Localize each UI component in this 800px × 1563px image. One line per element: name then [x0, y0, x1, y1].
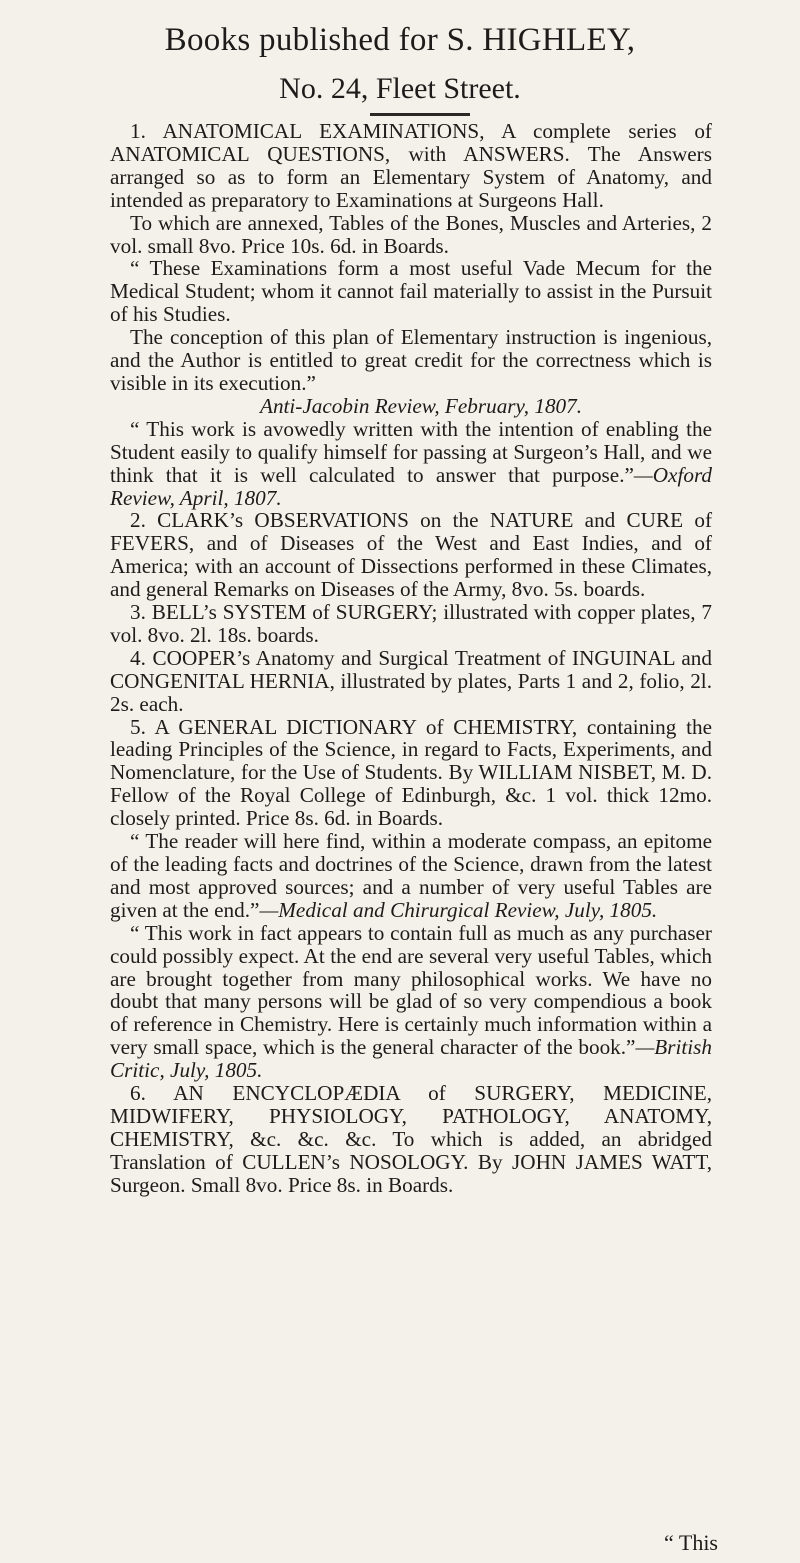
item-2-text: 2. CLARK’s OBSERVATIONS on the NATURE and CURE of FEVERS, and of Diseases of the West and East Indies, and of America; with an account of Dissections performed in these Climates, and general Remarks on Diseases of the Army, 8vo. 5s. boards.: [110, 508, 712, 602]
source-citation: —Medical and Chirurgical Review, July, 1805.: [259, 897, 658, 922]
item-1-review-1: “ These Examinations form a most useful Vade Mecum for the Medical Student; whom it cannot fail materially to assist in the Pursuit of his Studies.: [110, 256, 712, 327]
source-citation: —British Critic, July, 1805.: [110, 1035, 712, 1083]
source-citation: Anti-Jacobin Review, February, 1807.: [260, 393, 583, 418]
page-title: Books published for S. HIGHLEY,: [164, 22, 636, 58]
item-3-text: 3. BELL’s SYSTEM of SURGERY; illustrated with copper plates, 7 vol. 8vo. 2l. 18s. boards.: [110, 600, 712, 647]
item-5-review-2: [110, 922, 712, 1082]
item-1-extra: To which are annexed, Tables of the Bones, Muscles and Arteries, 2 vol. small 8vo. Price 10s. 6d. in Boards.: [110, 210, 712, 258]
item-5-text: 5. A GENERAL DICTIONARY of CHEMISTRY, containing the leading Principles of the Science, in regard to Facts, Experiments, and Nomenclature, for the Use of Students. By WILLIAM NISBET, M. D. Fellow of the Royal College of Edinburgh, &c. 1 vol. thick 12mo. closely printed. Price 8s. 6d. in Boards.: [110, 714, 712, 831]
item-4-text: 4. COOPER’s Anatomy and Surgical Treatment of INGUINAL and CONGENITAL HERNIA, illustrated by plates, Parts 1 and 2, folio, 2l. 2s. each.: [110, 645, 712, 716]
catchword: “ This: [664, 1530, 718, 1555]
catalogue-body: [110, 120, 712, 1197]
item-1-review-1b: The conception of this plan of Elementary instruction is ingenious, and the Author is entitled to great credit for the correctness which is visible in its execution.”: [110, 325, 712, 395]
item-1-text: 1. ANATOMICAL EXAMINATIONS, A complete series of ANATOMICAL QUESTIONS, with ANSWERS. The Answers arranged so as to form an Elementary System of Anatomy, and intended as preparatory to Examinations at Surgeons Hall.: [110, 119, 712, 212]
item-6-text: 6. AN ENCYCLOPÆDIA of SURGERY, MEDICINE, MIDWIFERY, PHYSIOLOGY, PATHOLOGY, ANATOMY, CHEMISTRY, &c. &c. &c. To which is added, an abridged Translation of CULLEN’s NOSOLOGY. By JOHN JAMES WATT, Surgeon. Small 8vo. Price 8s. in Boards.: [110, 1081, 712, 1197]
header-rule: [370, 113, 470, 116]
item-1-source-1: [110, 395, 712, 418]
review-text: “ This work is avowedly written with the intention of enabling the Student easily to qualify himself for passing at Surgeon’s Hall, and we think that it is well calculated to answer that purpose.”: [110, 416, 712, 487]
review-text: “ The reader will here find, within a moderate compass, an epitome of the leading facts and doctrines of the Science, drawn from the latest and most approved sources; and a number of very useful Tables are given at the end.”: [110, 829, 712, 922]
item-1-review-2: [110, 418, 712, 510]
page-subtitle: No. 24, Fleet Street.: [279, 72, 521, 105]
source-citation: —Oxford Review, April, 1807.: [110, 462, 712, 510]
item-5-review-1: [110, 830, 712, 922]
review-text: “ This work in fact appears to contain full as much as any purchaser could possibly expect. At the end are several very useful Tables, which are brought together from many philosophical works. We have no doubt that many persons will be glad of so very compendious a book of reference in Chemistry. Here is certainly much information within a very small space, which is the general character of the book.”: [110, 920, 712, 1060]
